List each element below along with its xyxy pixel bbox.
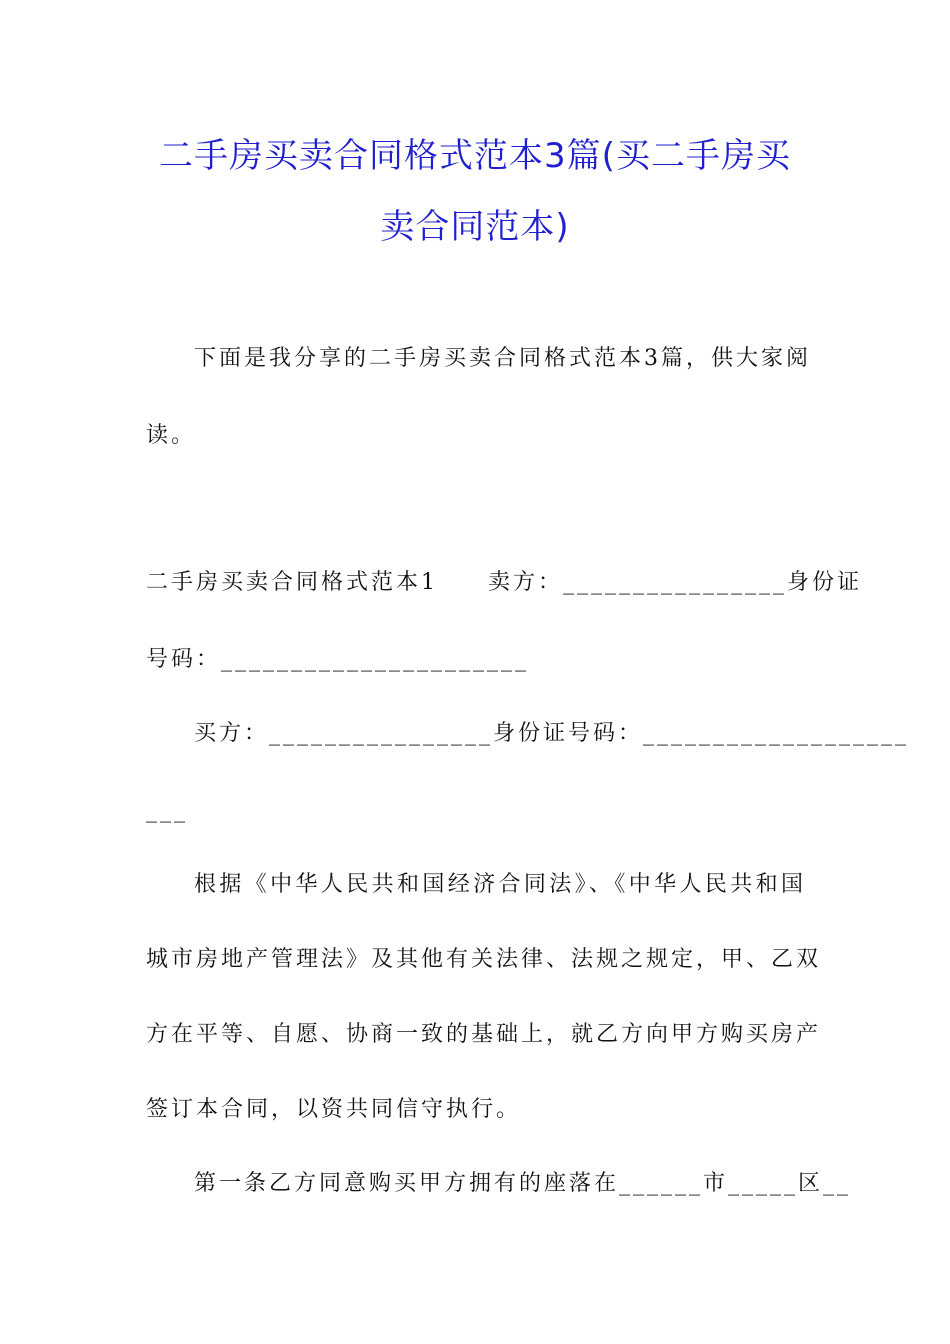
article-1-line-1: 第一条乙方同意购买甲方拥有的座落在______市_____区__ bbox=[194, 1171, 852, 1196]
basis-paragraph-line-2: 城市房地产管理法》及其他有关法律、法规之规定，甲、乙双 bbox=[146, 947, 822, 972]
buyer-line-2: ___ bbox=[146, 798, 188, 823]
basis-paragraph-line-4: 签订本合同，以资共同信守执行。 bbox=[146, 1097, 522, 1122]
buyer-line-1: 买方：________________身份证号码：___________________ bbox=[194, 721, 910, 746]
document-title-line-1: 二手房买卖合同格式范本3篇(买二手房买 bbox=[159, 136, 791, 176]
seller-line-1: 二手房买卖合同格式范本1 卖方：________________身份证 bbox=[146, 570, 862, 595]
seller-line-2: 号码：______________________ bbox=[146, 647, 530, 672]
basis-paragraph-line-3: 方在平等、自愿、协商一致的基础上，就乙方向甲方购买房产 bbox=[146, 1022, 822, 1047]
intro-paragraph-line-2: 读。 bbox=[146, 423, 197, 448]
intro-paragraph-line-1: 下面是我分享的二手房买卖合同格式范本3篇，供大家阅 bbox=[194, 346, 811, 371]
basis-paragraph-line-1: 根据《中华人民共和国经济合同法》、《中华人民共和国 bbox=[194, 872, 806, 897]
document-title-line-2: 卖合同范本) bbox=[380, 207, 570, 247]
